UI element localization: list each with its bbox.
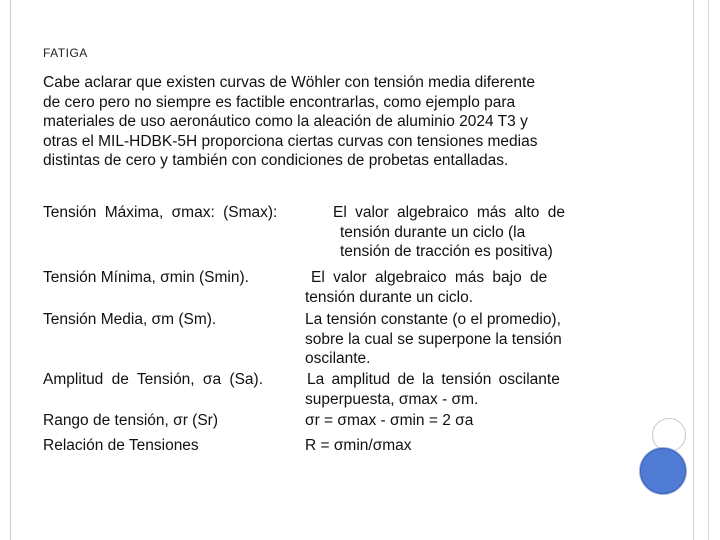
definition-term: Relación de Tensiones (43, 437, 199, 454)
intro-line: Cabe aclarar que existen curvas de Wöhler con tensión media diferente (43, 74, 535, 91)
frame-line-right (693, 0, 694, 540)
definition-desc-line: sobre la cual se superpone la tensión (305, 330, 562, 348)
definition-desc-line: superpuesta, σmax - σm. (305, 390, 479, 408)
definition-item (43, 370, 618, 412)
definition-desc-line: oscilante. (305, 350, 371, 368)
definition-desc-line: tensión durante un ciclo (la (340, 223, 526, 241)
definition-term: Rango de tensión, σr (Sr) (43, 412, 218, 429)
definition-term: Tensión Máxima, σmax: (Smax): (43, 204, 278, 221)
definition-item (43, 411, 618, 435)
definitions-list (43, 203, 618, 456)
frame-line-right-outer (708, 0, 709, 540)
definition-desc-line: σr = σmax - σmin = 2 σa (305, 412, 474, 429)
definition-item (43, 203, 618, 262)
frame-line-left (10, 0, 11, 540)
definition-desc-line: tensión de tracción es positiva) (340, 243, 553, 261)
definition-item (43, 310, 618, 370)
definition-desc-line: tensión durante un ciclo. (305, 288, 474, 306)
definition-desc-line: El valor algebraico más alto de (333, 204, 565, 221)
decorative-ring (652, 418, 686, 452)
slide-title: FATIGA (43, 46, 88, 60)
definition-item (43, 268, 618, 314)
definition-item (43, 436, 618, 456)
definition-term: Amplitud de Tensión, σa (Sa). (43, 371, 263, 388)
definition-desc-line: La amplitud de la tensión oscilante (307, 371, 560, 388)
definition-term: Tensión Media, σm (Sm). (43, 311, 217, 328)
intro-line: distintas de cero y también con condiciones de probetas entalladas. (43, 152, 509, 170)
definition-desc-line: El valor algebraico más bajo de (311, 269, 548, 286)
intro-line: materiales de uso aeronáutico como la aleación de aluminio 2024 T3 y (43, 113, 528, 131)
intro-line: de cero pero no siempre es factible encontrarlas, como ejemplo para (43, 93, 516, 111)
decorative-circle (640, 448, 686, 494)
definition-desc-line: La tensión constante (o el promedio), (305, 311, 561, 328)
definition-term: Tensión Mínima, σmin (Smin). (43, 269, 249, 286)
intro-paragraph (43, 73, 613, 171)
definition-desc-line: R = σmin/σmax (305, 437, 412, 454)
intro-line: otras el MIL-HDBK-5H proporciona ciertas curvas con tensiones medias (43, 132, 538, 150)
